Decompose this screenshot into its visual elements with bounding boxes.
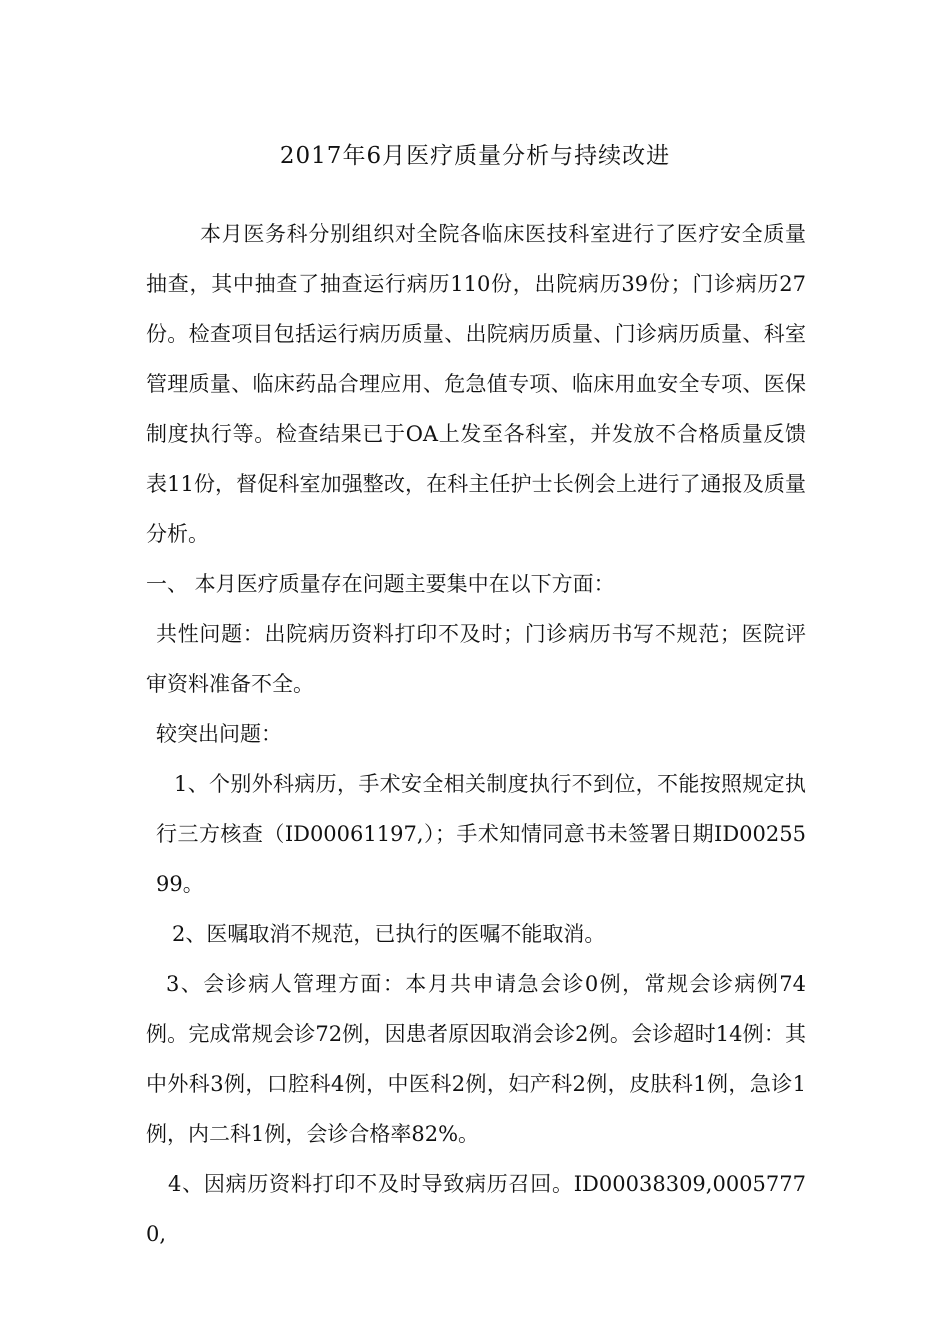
prominent-issues-heading: 较突出问题： <box>156 722 282 746</box>
issue-item-1: 1、个别外科病历，手术安全相关制度执行不到位，不能按照规定执行三方核查（ID00061197,）；手术知情同意书未签署日期ID0025599。 <box>156 772 806 896</box>
document-body <box>146 209 806 1259</box>
intro-paragraph: 本月医务科分别组织对全院各临床医技科室进行了医疗安全质量抽查，其中抽查了抽查运行病历110份，出院病历39份；门诊病历27份。检查项目包括运行病历质量、出院病历质量、门诊病历质量、科室管理质量、临床药品合理应用、危急值专项、临床用血安全专项、医保制度执行等。检查结果已于OA上发至各科室，并发放不合格质量反馈表11份，督促科室加强整改，在科主任护士长例会上进行了通报及质量分析。 <box>146 222 806 546</box>
issue-item-3: 3、会诊病人管理方面：本月共申请急会诊0例，常规会诊病例74例。完成常规会诊72例，因患者原因取消会诊2例。会诊超时14例：其中外科3例，口腔科4例，中医科2例，妇产科2例，皮肤科1例，急诊1例，内二科1例，会诊合格率82%。 <box>146 972 806 1146</box>
common-issues-paragraph: 共性问题：出院病历资料打印不及时；门诊病历书写不规范；医院评审资料准备不全。 <box>146 622 806 696</box>
issue-item-4: 4、因病历资料打印不及时导致病历召回。ID00038309,00057770, <box>146 1172 806 1246</box>
section-heading: 一、 本月医疗质量存在问题主要集中在以下方面： <box>146 572 615 596</box>
issue-item-2: 2、医嘱取消不规范，已执行的医嘱不能取消。 <box>172 922 606 946</box>
page-title: 2017年6月医疗质量分析与持续改进 <box>279 143 671 169</box>
